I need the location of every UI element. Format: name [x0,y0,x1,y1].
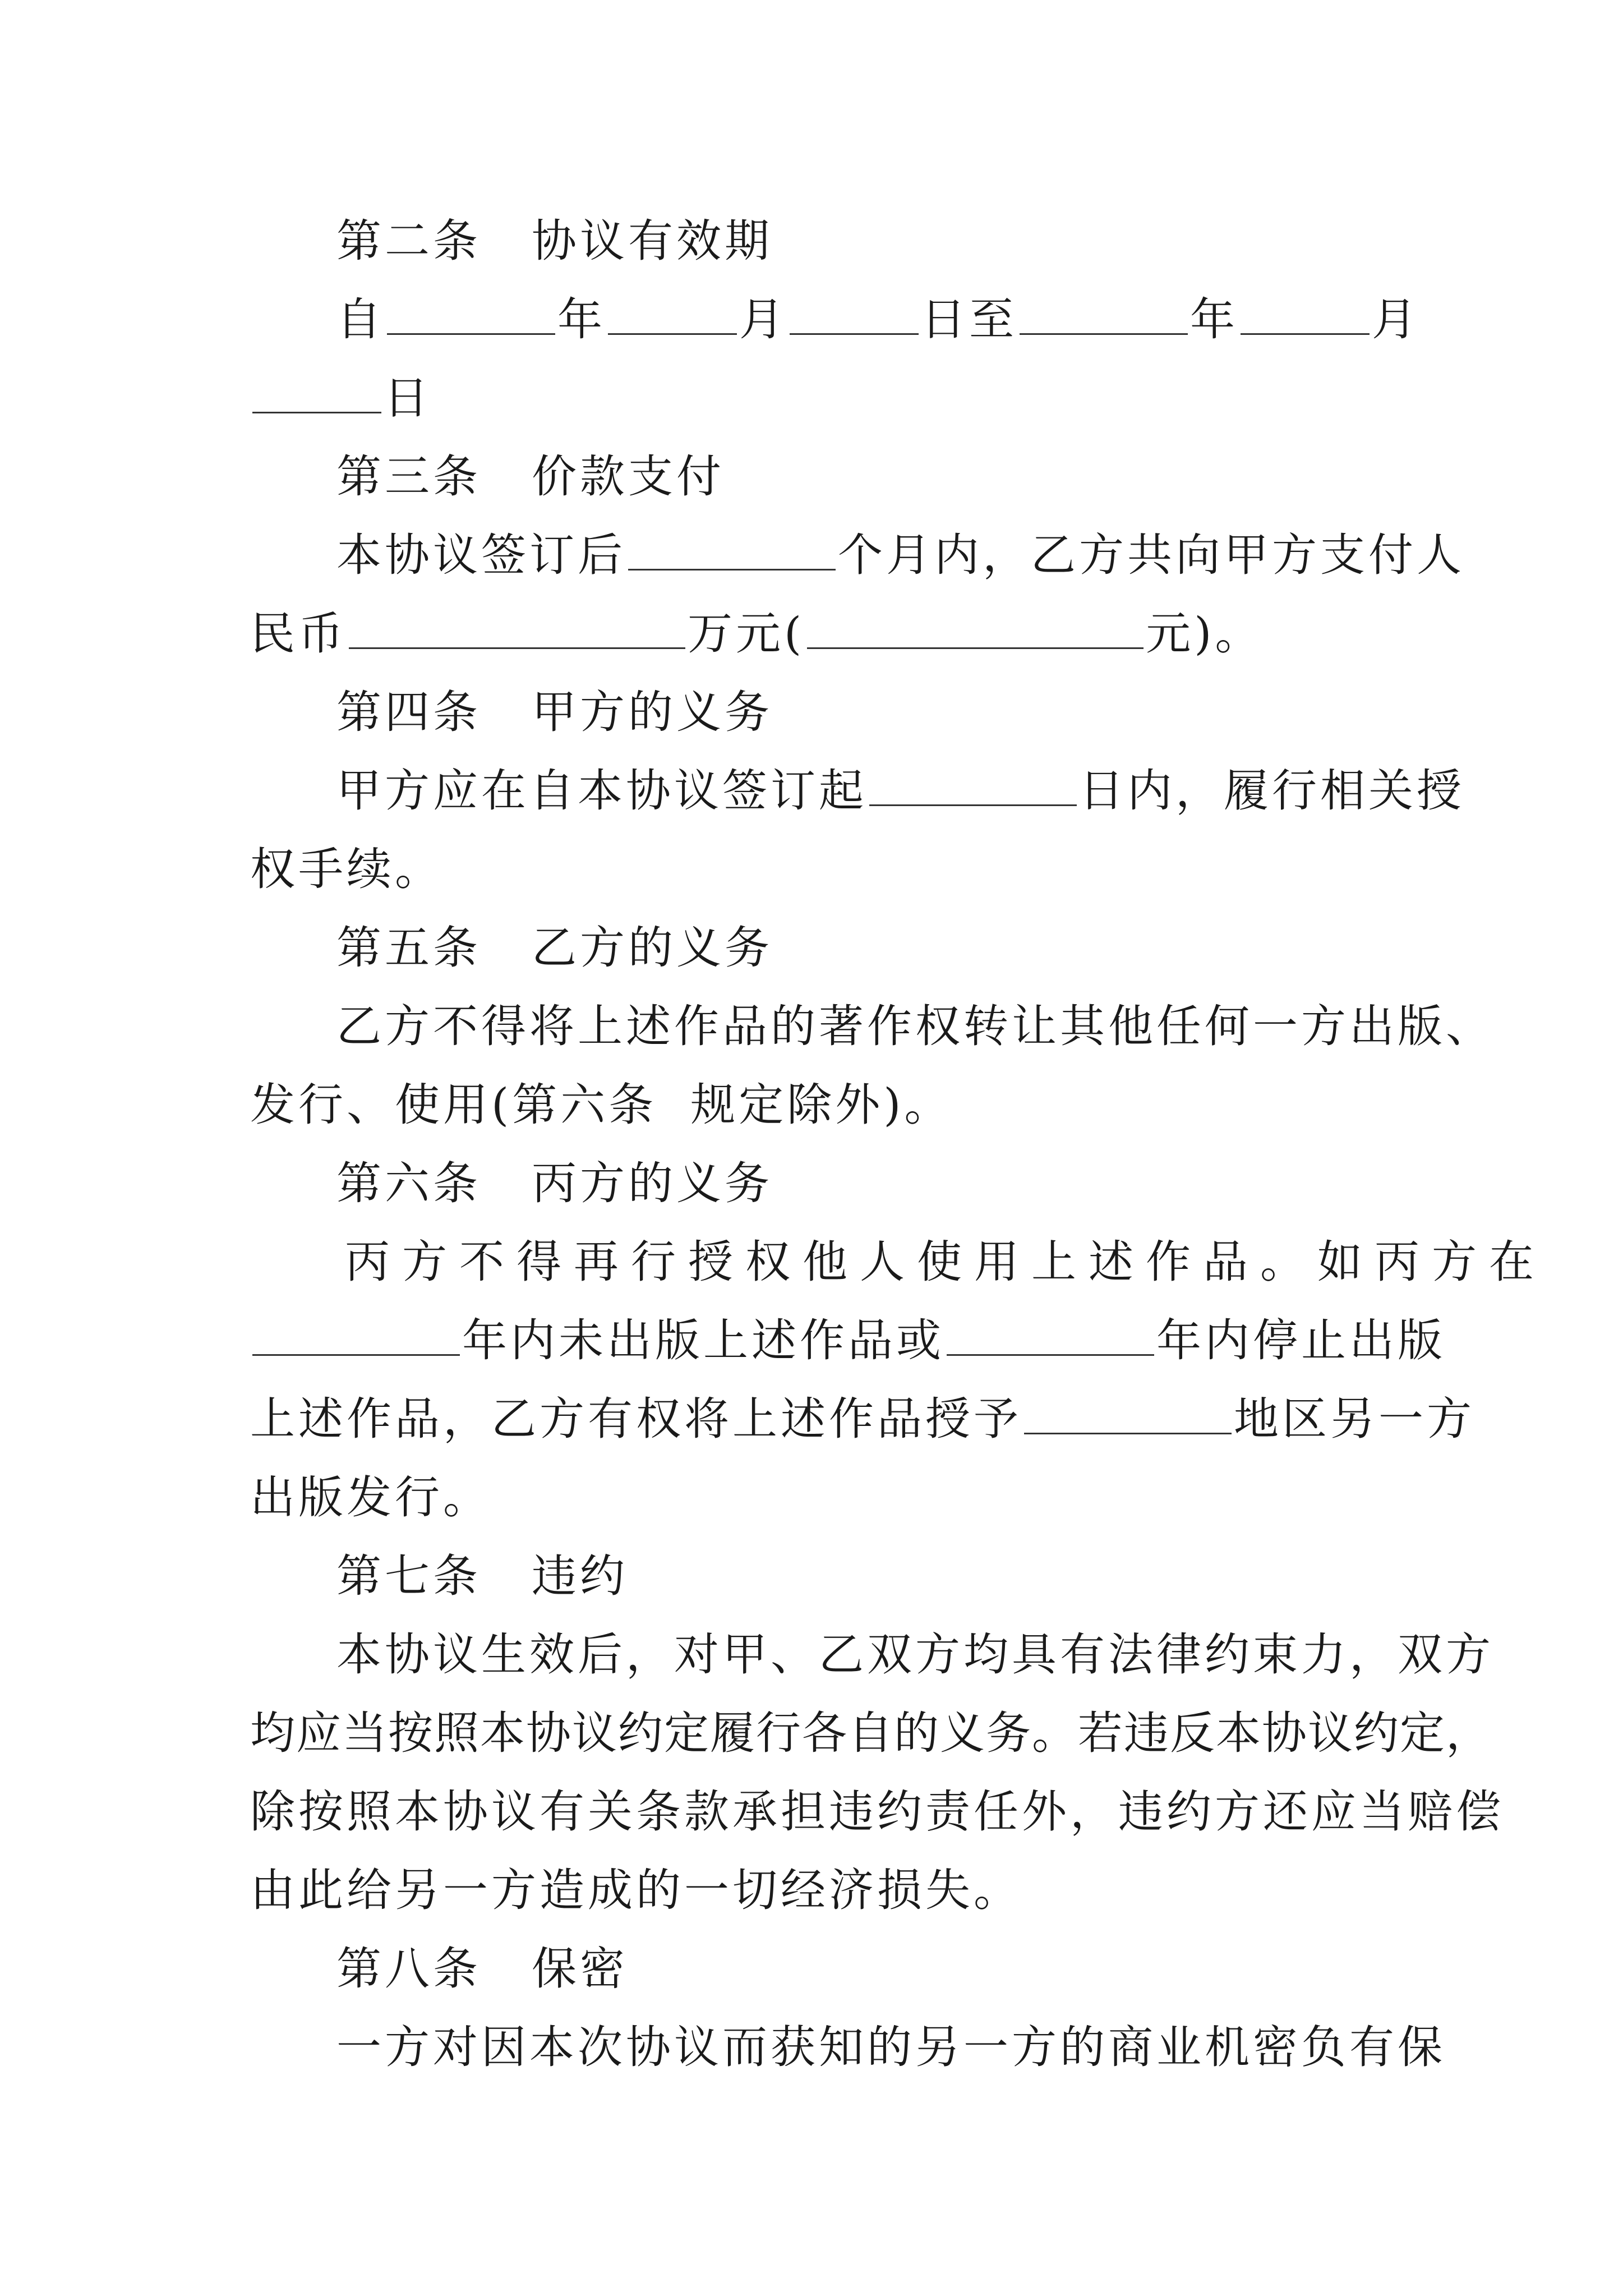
article-7-paragraph-line-3: 除按照本协议有关条款承担违约责任外，违约方还应当赔偿 [250,1786,1504,1838]
article-title: 协议有效期 [532,215,773,267]
article-7-paragraph-line-4: 由此给另一方造成的一切经济损失。 [250,1864,1022,1916]
article-title: 丙方的义务 [532,1157,773,1209]
article-number: 第六条 [336,1157,481,1209]
article-8-paragraph-line-1: 一方对因本次协议而获知的另一方的商业机密负有保 [336,2021,1446,2073]
article-6-heading [336,1156,773,1212]
fill-blank-amount-yuan [807,608,1144,649]
article-3-paragraph-line-2 [250,606,1263,662]
fill-blank-end-year [1020,294,1188,335]
article-6-paragraph-line-4: 出版发行。 [250,1471,491,1524]
text: 年内未出版上述作品或 [462,1314,944,1366]
article-3-heading [336,449,725,505]
article-2-paragraph-line-2 [250,370,432,426]
article-title: 违约 [532,1550,628,1602]
article-number: 第四条 [336,686,481,738]
text: 元)。 [1146,608,1264,660]
article-2-paragraph-line-1 [336,292,1420,348]
article-2-heading [336,213,773,269]
article-number: 第七条 [336,1550,481,1602]
article-7-paragraph-line-2: 均应当按照本协议约定履行各自的义务。若违反本协议约定， [250,1707,1492,1759]
article-number: 第三条 [336,450,481,503]
fill-blank-years-stopped [947,1315,1154,1356]
fill-blank-months [628,530,836,570]
fill-blank-end-day [252,372,381,413]
article-8-heading [336,1941,628,1997]
article-6-paragraph-line-2 [250,1313,1446,1369]
fill-blank-years-unpublished [252,1315,460,1356]
article-title: 乙方的义务 [532,922,773,974]
text: 个月内，乙方共向甲方支付人 [838,529,1465,581]
fill-blank-days [869,765,1077,806]
article-4-paragraph-line-1 [336,763,1465,819]
article-6-paragraph-line-1: 丙方不得再行授权他人使用上述作品。如丙方在 [345,1236,1546,1288]
fill-blank-start-month [608,294,737,335]
article-title: 价款支付 [532,450,725,503]
article-title: 甲方的义务 [532,686,773,738]
text: 月 [739,293,787,346]
fill-blank-start-day [790,294,919,335]
text: 自 [336,293,385,346]
article-4-heading [336,684,773,740]
article-title: 保密 [532,1943,628,1995]
text: 发行、使用(第六条 [250,1079,657,1131]
text: 民币 [250,608,347,660]
text: 日至 [921,293,1017,346]
article-4-paragraph-line-2: 权手续。 [250,843,443,895]
text: 月 [1372,293,1420,346]
text: 年 [557,293,606,346]
fill-blank-amount-wan [349,608,685,649]
fill-blank-start-year [387,294,555,335]
text: 年 [1190,293,1238,346]
article-number: 第五条 [336,922,481,974]
article-5-heading [336,920,773,976]
article-7-paragraph-line-1: 本协议生效后，对甲、乙双方均具有法律约束力，双方 [336,1628,1494,1681]
text: 地区另一方 [1234,1393,1475,1445]
article-number: 第八条 [336,1943,481,1995]
article-6-paragraph-line-3 [250,1391,1475,1447]
text: 上述作品，乙方有权将上述作品授予 [250,1393,1022,1445]
text: 年内停止出版 [1156,1314,1446,1366]
text: 日内，履行相关授 [1079,765,1465,817]
text: 日 [384,372,432,424]
text: 规定除外)。 [690,1079,953,1131]
text: 本协议签订后 [336,529,626,581]
fill-blank-end-month [1241,294,1370,335]
article-number: 第二条 [336,215,481,267]
article-7-heading [336,1548,628,1604]
text: 万元( [688,608,805,660]
article-3-paragraph-line-1 [336,527,1465,583]
article-5-paragraph-line-2 [250,1077,952,1133]
article-5-paragraph-line-1: 乙方不得将上述作品的著作权转让其他任何一方出版、 [336,1000,1494,1052]
fill-blank-region [1024,1393,1232,1434]
text: 甲方应在自本协议签订起 [336,765,867,817]
